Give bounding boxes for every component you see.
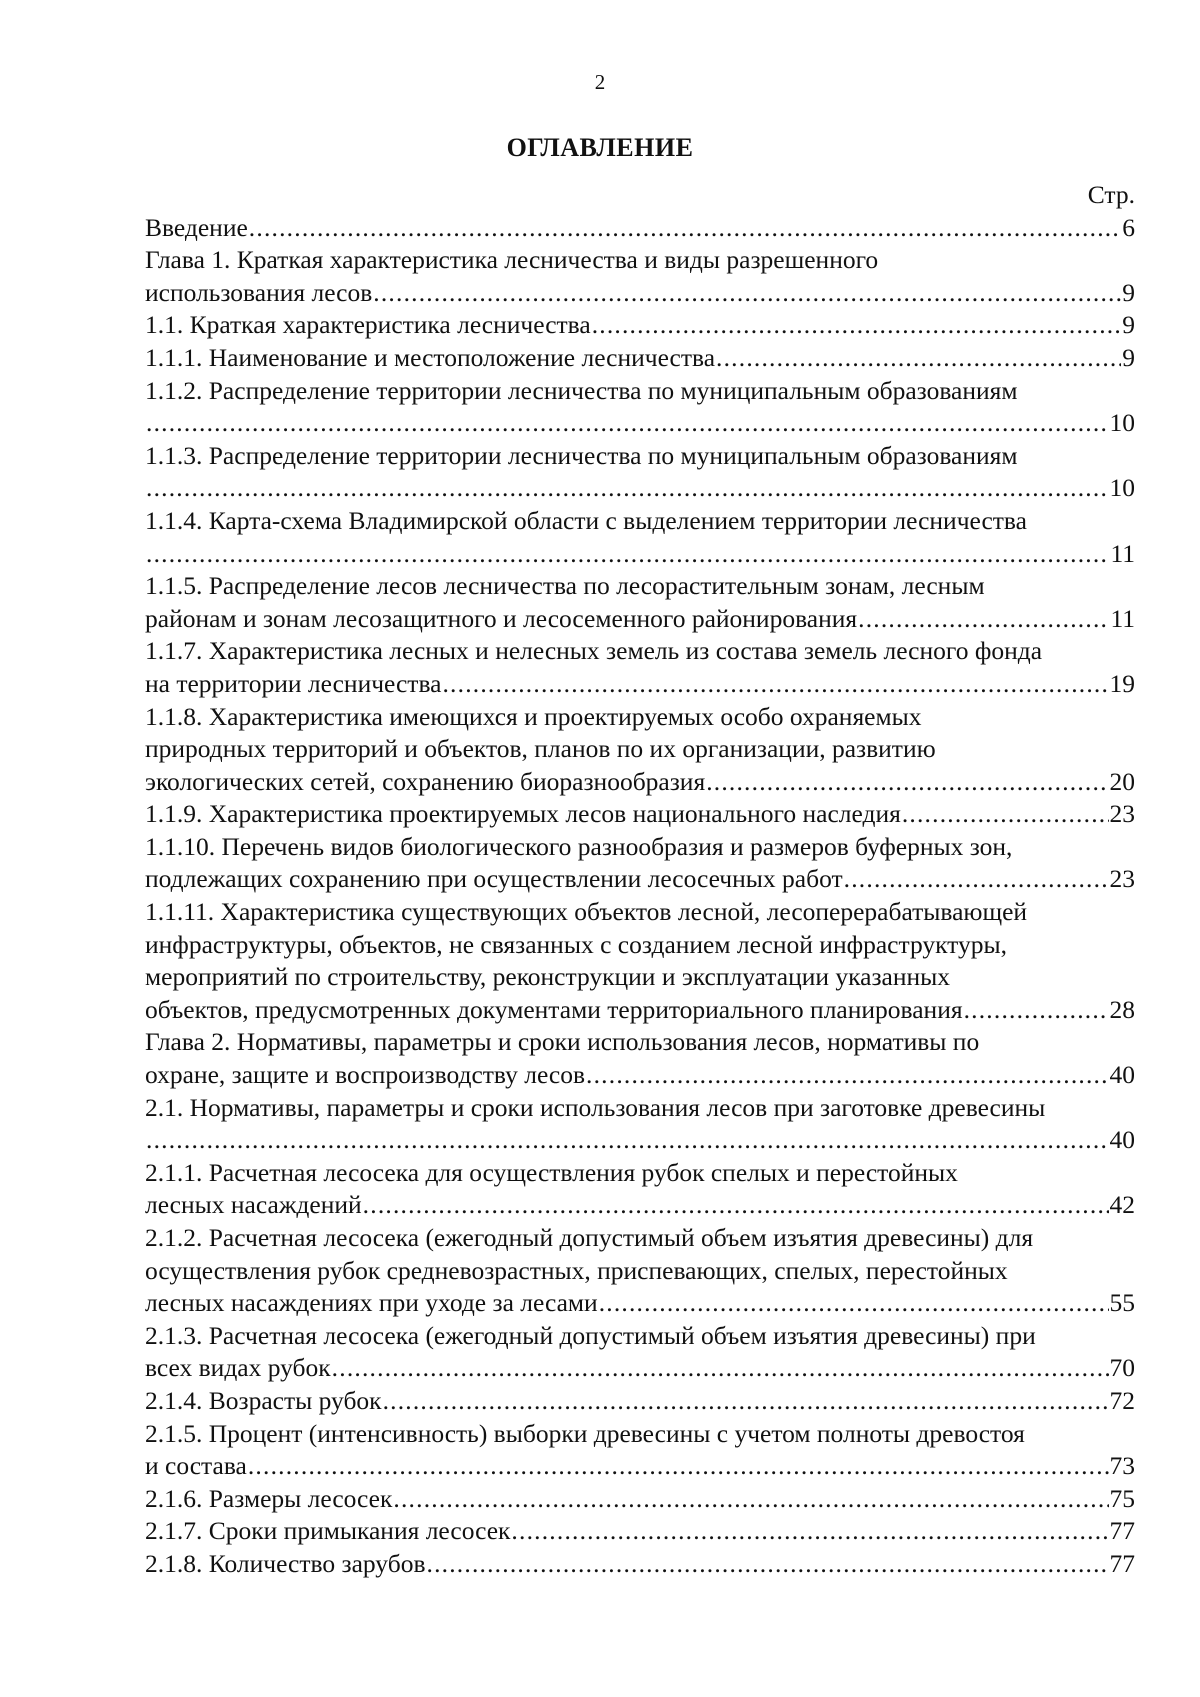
toc-entry[interactable]: [145, 244, 1135, 309]
dot-leader: [592, 309, 1122, 342]
toc-entry-page: 23: [1109, 864, 1135, 894]
toc-entry-title: использования лесов: [145, 277, 373, 307]
toc-entry-line: осуществления рубок средневозрастных, приспевающих, спелых, перестойных: [145, 1255, 1008, 1285]
toc-entry[interactable]: [145, 1385, 1135, 1418]
toc-entry-line: 1.1.5. Распределение лесов лесничества по лесорастительным зонам, лесным: [145, 571, 985, 601]
toc-entry-line: 1.1.8. Характеристика имеющихся и проектируемых особо охраняемых: [145, 701, 922, 731]
toc-entry-line: Глава 2. Нормативы, параметры и сроки использования лесов, нормативы по: [145, 1027, 980, 1057]
dot-leader: [964, 994, 1109, 1027]
dot-leader: [332, 1352, 1109, 1385]
toc-entry-page: 9: [1122, 342, 1135, 372]
page-column-label: Стр.: [1087, 180, 1135, 209]
toc-entry[interactable]: [145, 701, 1135, 799]
toc-entry-title: 2.1.6. Размеры лесосек: [145, 1483, 393, 1513]
toc-entry[interactable]: [145, 212, 1135, 245]
toc-entry-page: 23: [1109, 799, 1135, 829]
toc-entry-page: 6: [1122, 212, 1135, 242]
toc-entry-page: 72: [1109, 1385, 1135, 1415]
document-title: ОГЛАВЛЕНИЕ: [506, 133, 694, 162]
dot-leader: [248, 1450, 1109, 1483]
toc-entry-line: 2.1.5. Процент (интенсивность) выборки древесины с учетом полноты древостоя: [145, 1418, 1025, 1448]
toc-entry-line: 2.1.3. Расчетная лесосека (ежегодный допустимый объем изъятия древесины) при: [145, 1320, 1036, 1350]
toc-entry-final-line: [145, 342, 1135, 375]
toc-entry[interactable]: [145, 1418, 1135, 1483]
dot-leader: [442, 668, 1108, 701]
toc-entry-page: 19: [1109, 668, 1135, 698]
toc-entry[interactable]: [145, 1483, 1135, 1516]
toc-entry-page: 20: [1109, 766, 1135, 796]
toc-entry[interactable]: [145, 570, 1135, 635]
toc-entry-line: 1.1.3. Распределение территории лесничества по муниципальным образованиям: [145, 440, 1018, 470]
toc-entry-final-line: [145, 472, 1135, 505]
toc-entry-title: всех видах рубок: [145, 1353, 331, 1383]
toc-entry-line: мероприятий по строительству, реконструкции и эксплуатации указанных: [145, 962, 951, 992]
toc-entry-title: 1.1. Краткая характеристика лесничества: [145, 310, 591, 340]
dot-leader: [146, 407, 1109, 440]
page-number: 2: [594, 70, 606, 94]
dot-leader: [858, 603, 1109, 636]
toc-entry-page: 9: [1122, 310, 1135, 340]
toc-entry-page: 77: [1109, 1516, 1135, 1546]
toc-entry-line: 1.1.2. Распределение территории лесничества по муниципальным образованиям: [145, 375, 1018, 405]
toc-entry-page: 11: [1110, 603, 1135, 633]
toc-entry-page: 11: [1110, 538, 1135, 568]
toc-entry-final-line: [145, 1548, 1135, 1581]
toc-entry-page: 70: [1109, 1353, 1135, 1383]
toc-entry-page: 75: [1109, 1483, 1135, 1513]
toc-entry-line: инфраструктуры, объектов, не связанных с созданием лесной инфраструктуры,: [145, 929, 1007, 959]
toc-entry[interactable]: [145, 1026, 1135, 1091]
toc-entry-final-line: [145, 994, 1135, 1027]
toc-entry-final-line: [145, 1352, 1135, 1385]
toc-entry-final-line: [145, 1287, 1135, 1320]
toc-entry[interactable]: [145, 375, 1135, 440]
dot-leader: [373, 277, 1121, 310]
dot-leader: [249, 212, 1121, 245]
toc-entry-line: природных территорий и объектов, планов по их организации, развитию: [145, 734, 936, 764]
dot-leader: [599, 1287, 1109, 1320]
toc-entry[interactable]: [145, 440, 1135, 505]
toc-entry-final-line: [145, 668, 1135, 701]
toc-entry-line: 1.1.10. Перечень видов биологического разнообразия и размеров буферных зон,: [145, 831, 1013, 861]
dot-leader: [586, 1059, 1108, 1092]
toc-entry-line: 1.1.11. Характеристика существующих объектов лесной, лесоперерабатывающей: [145, 897, 1028, 927]
toc-entry-final-line: [145, 798, 1135, 831]
toc-entry-title: и состава: [145, 1451, 247, 1481]
toc-entry-final-line: [145, 766, 1135, 799]
toc-entry-final-line: [145, 538, 1135, 571]
dot-leader: [716, 342, 1121, 375]
toc-entry-line: 1.1.7. Характеристика лесных и нелесных земель из состава земель лесного фонда: [145, 636, 1043, 666]
dot-leader: [393, 1483, 1108, 1516]
toc-entry-line: 1.1.4. Карта-схема Владимирской области с выделением территории лесничества: [145, 505, 1027, 535]
toc-entry-final-line: [145, 863, 1135, 896]
toc-entry-page: 42: [1109, 1190, 1135, 1220]
toc-entry-title: 2.1.8. Количество зарубов: [145, 1548, 426, 1578]
dot-leader: [363, 1189, 1109, 1222]
toc-entry-page: 40: [1109, 1125, 1135, 1155]
toc-entry[interactable]: [145, 1222, 1135, 1320]
toc-entry-line: 2.1.2. Расчетная лесосека (ежегодный допустимый объем изъятия древесины) для: [145, 1223, 1034, 1252]
toc-entry-final-line: [145, 1059, 1135, 1092]
dot-leader: [383, 1385, 1109, 1418]
toc-entry[interactable]: [145, 896, 1135, 1026]
toc-entry-page: 55: [1109, 1288, 1135, 1318]
toc-entry-title: экологических сетей, сохранению биоразнообразия: [145, 766, 706, 796]
toc-entry[interactable]: [145, 798, 1135, 831]
toc-entry-final-line: [145, 309, 1135, 342]
toc-entry[interactable]: [145, 1092, 1135, 1157]
toc-entries: [145, 212, 1135, 1581]
toc-entry[interactable]: [145, 635, 1135, 700]
dot-leader: [146, 472, 1109, 505]
toc-entry-final-line: [145, 603, 1135, 636]
toc-entry-title: на территории лесничества: [145, 668, 442, 698]
toc-entry[interactable]: [145, 309, 1135, 342]
dot-leader: [511, 1515, 1108, 1548]
toc-entry[interactable]: [145, 831, 1135, 896]
toc-entry-title: Введение: [145, 212, 248, 242]
toc-entry-final-line: [145, 277, 1135, 310]
dot-leader: [902, 798, 1109, 831]
toc-entry-final-line: [145, 1124, 1135, 1157]
toc-entry-line: Глава 1. Краткая характеристика лесничества и виды разрешенного: [145, 245, 879, 275]
toc-entry[interactable]: [145, 342, 1135, 375]
table-of-contents: [145, 179, 1135, 1581]
dot-leader: [844, 863, 1109, 896]
toc-entry-page: 73: [1109, 1451, 1135, 1481]
dot-leader: [146, 538, 1109, 571]
toc-entry-line: 2.1. Нормативы, параметры и сроки использования лесов при заготовке древесины: [145, 1092, 1046, 1122]
toc-entry-title: лесных насаждений: [145, 1190, 362, 1220]
toc-entry-title: районам и зонам лесозащитного и лесосеменного районирования: [145, 603, 858, 633]
toc-entry-page: 10: [1109, 408, 1135, 438]
toc-entry[interactable]: [145, 505, 1135, 570]
dot-leader: [146, 1124, 1109, 1157]
toc-entry-line: 2.1.1. Расчетная лесосека для осуществления рубок спелых и перестойных: [145, 1157, 958, 1187]
toc-entry-final-line: [145, 212, 1135, 245]
toc-entry[interactable]: [145, 1157, 1135, 1222]
toc-entry-page: 10: [1109, 473, 1135, 503]
toc-entry-final-line: [145, 1515, 1135, 1548]
dot-leader: [706, 766, 1108, 799]
toc-entry[interactable]: [145, 1515, 1135, 1548]
toc-entry-title: охране, защите и воспроизводству лесов: [145, 1060, 586, 1090]
toc-entry-final-line: [145, 1385, 1135, 1418]
toc-entry-final-line: [145, 407, 1135, 440]
toc-entry-page: 9: [1122, 277, 1135, 307]
toc-entry[interactable]: [145, 1548, 1135, 1581]
toc-entry-page: 40: [1109, 1060, 1135, 1090]
toc-entry[interactable]: [145, 1320, 1135, 1385]
toc-entry-page: 77: [1109, 1548, 1135, 1578]
toc-entry-page: 28: [1109, 994, 1135, 1024]
toc-entry-title: 1.1.1. Наименование и местоположение лесничества: [145, 342, 716, 372]
toc-entry-title: подлежащих сохранению при осуществлении лесосечных работ: [145, 864, 843, 894]
dot-leader: [427, 1548, 1109, 1581]
toc-entry-title: 2.1.4. Возрасты рубок: [145, 1385, 382, 1415]
toc-entry-final-line: [145, 1189, 1135, 1222]
toc-entry-title: 2.1.7. Сроки примыкания лесосек: [145, 1516, 511, 1546]
toc-entry-title: объектов, предусмотренных документами территориального планирования: [145, 994, 963, 1024]
toc-entry-final-line: [145, 1483, 1135, 1516]
toc-entry-title: 1.1.9. Характеристика проектируемых лесов национального наследия: [145, 799, 901, 829]
toc-entry-final-line: [145, 1450, 1135, 1483]
toc-entry-title: лесных насаждениях при уходе за лесами: [145, 1288, 598, 1318]
